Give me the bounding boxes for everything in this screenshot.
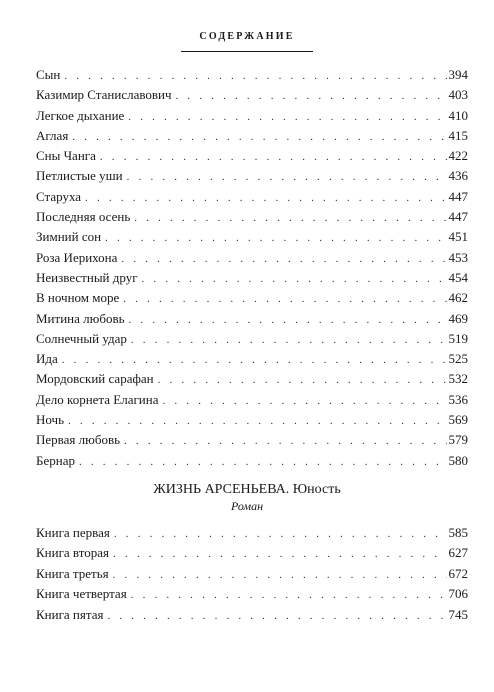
toc-entry-title: Солнечный удар (36, 330, 127, 346)
toc-entry-page-number: 672 (448, 565, 468, 581)
toc-entry-title: Дело корнета Елагина (36, 391, 159, 407)
toc-entry (36, 146, 468, 166)
dot-leader (100, 147, 447, 167)
toc-entry-title: Последняя осень (36, 209, 131, 225)
section-subtitle: Роман (230, 499, 264, 513)
toc-entry (36, 605, 468, 625)
toc-entry-title: Первая любовь (36, 432, 121, 448)
dot-leader (127, 167, 447, 187)
dot-leader (142, 269, 447, 289)
toc-entry-title: Легкое дыхание (36, 107, 125, 123)
toc-entry-page-number: 403 (448, 87, 468, 103)
toc-entry-title: Роза Иерихона (36, 249, 118, 265)
toc-entry-title: Старуха (36, 188, 82, 204)
toc-entry-page-number: 447 (448, 209, 468, 225)
toc-entry-title: Митина любовь (36, 310, 125, 326)
dot-leader (68, 411, 446, 431)
toc-entry (36, 369, 468, 389)
toc-entry-title: Книга первая (36, 525, 110, 540)
toc-entry-title: Книга пятая (36, 606, 104, 622)
toc-entry-title: Неизвестный друг (36, 269, 138, 285)
toc-entry (36, 106, 468, 126)
toc-entry (36, 207, 468, 227)
toc-entry-title: Книга третья (36, 565, 109, 581)
toc-entry-page-number: 745 (448, 606, 468, 622)
toc-entry (36, 390, 468, 410)
toc-entry (36, 187, 468, 207)
dot-leader (128, 107, 446, 127)
toc-entry-title: В ночном море (36, 290, 120, 306)
toc-entry-title: Ида (36, 351, 58, 367)
toc-entry (36, 166, 468, 186)
toc-entry-page-number: 469 (448, 310, 468, 326)
dot-leader (114, 524, 447, 544)
toc-entry-title: Аглая (36, 127, 69, 143)
toc-entry (36, 268, 468, 288)
toc-entry-page-number: 462 (448, 290, 468, 306)
dot-leader (107, 606, 446, 626)
toc-entry (36, 430, 468, 450)
toc-entry (36, 309, 468, 329)
toc-entry (36, 410, 468, 430)
toc-entry-title: Ночь (36, 412, 65, 428)
page-title: СОДЕРЖАНИЕ (199, 31, 295, 42)
dot-leader (163, 391, 447, 411)
toc-entry-page-number: 532 (448, 371, 468, 387)
toc-entry-page-number: 706 (448, 586, 468, 602)
section-heading: ЖИЗНЬ АРСЕНЬЕВА. Юность (153, 482, 341, 497)
dot-leader (176, 86, 447, 106)
dot-leader (64, 66, 446, 86)
dot-leader (131, 330, 447, 350)
dot-leader (105, 228, 446, 248)
dot-leader (72, 127, 446, 147)
toc-entry (36, 65, 468, 85)
toc-entry (36, 227, 468, 247)
toc-entry-title: Бернар (36, 452, 75, 468)
toc-entry-page-number: 447 (448, 188, 468, 204)
dot-leader (123, 289, 446, 309)
toc-entry-title: Сын (36, 67, 61, 82)
dot-leader (85, 188, 446, 208)
toc-entry-page-number: 525 (448, 351, 468, 367)
toc-entry-title: Книга четвертая (36, 586, 127, 602)
toc-entry (36, 126, 468, 146)
toc-entry (36, 288, 468, 308)
toc-entry (36, 329, 468, 349)
toc-entry-title: Сны Чанга (36, 148, 96, 164)
toc-entry-title: Казимир Станиславович (36, 87, 172, 103)
dot-leader (113, 544, 446, 564)
toc-entry (36, 564, 468, 584)
dot-leader (121, 249, 446, 269)
toc-entry-page-number: 536 (448, 391, 468, 407)
toc-entry-page-number: 394 (448, 67, 468, 82)
toc-entry-page-number: 627 (448, 545, 468, 561)
toc-entry-page-number: 580 (448, 452, 468, 468)
dot-leader (134, 208, 446, 228)
dot-leader (62, 350, 447, 370)
toc-entry (36, 584, 468, 604)
dot-leader (158, 370, 447, 390)
toc-entry-title: Петлистые уши (36, 168, 123, 184)
toc-entry-page-number: 453 (448, 249, 468, 265)
title-underline (181, 51, 313, 52)
toc-entry-page-number: 415 (448, 127, 468, 143)
toc-entry-page-number: 579 (448, 432, 468, 448)
toc-entry (36, 248, 468, 268)
toc-entry-page-number: 410 (448, 107, 468, 123)
toc-entry-page-number: 519 (448, 330, 468, 346)
toc-entry (36, 85, 468, 105)
table-of-contents (36, 65, 468, 471)
toc-entry-page-number: 569 (448, 412, 468, 428)
toc-entry-title: Мордовский сарафан (36, 371, 154, 387)
dot-leader (129, 310, 447, 330)
toc-entry-page-number: 436 (448, 168, 468, 184)
dot-leader (124, 431, 446, 451)
toc-entry (36, 543, 468, 563)
dot-leader (79, 452, 447, 472)
toc-entry (36, 451, 468, 471)
toc-entry (36, 523, 468, 543)
toc-entry (36, 349, 468, 369)
toc-entry-page-number: 454 (448, 269, 468, 285)
toc-entry-title: Книга вторая (36, 545, 110, 561)
toc-entry-page-number: 422 (448, 148, 468, 164)
dot-leader (113, 565, 447, 585)
dot-leader (131, 585, 447, 605)
toc-entry-page-number: 585 (448, 525, 468, 540)
novel-contents (36, 523, 468, 625)
toc-entry-title: Зимний сон (36, 229, 102, 245)
toc-entry-page-number: 451 (448, 229, 468, 245)
